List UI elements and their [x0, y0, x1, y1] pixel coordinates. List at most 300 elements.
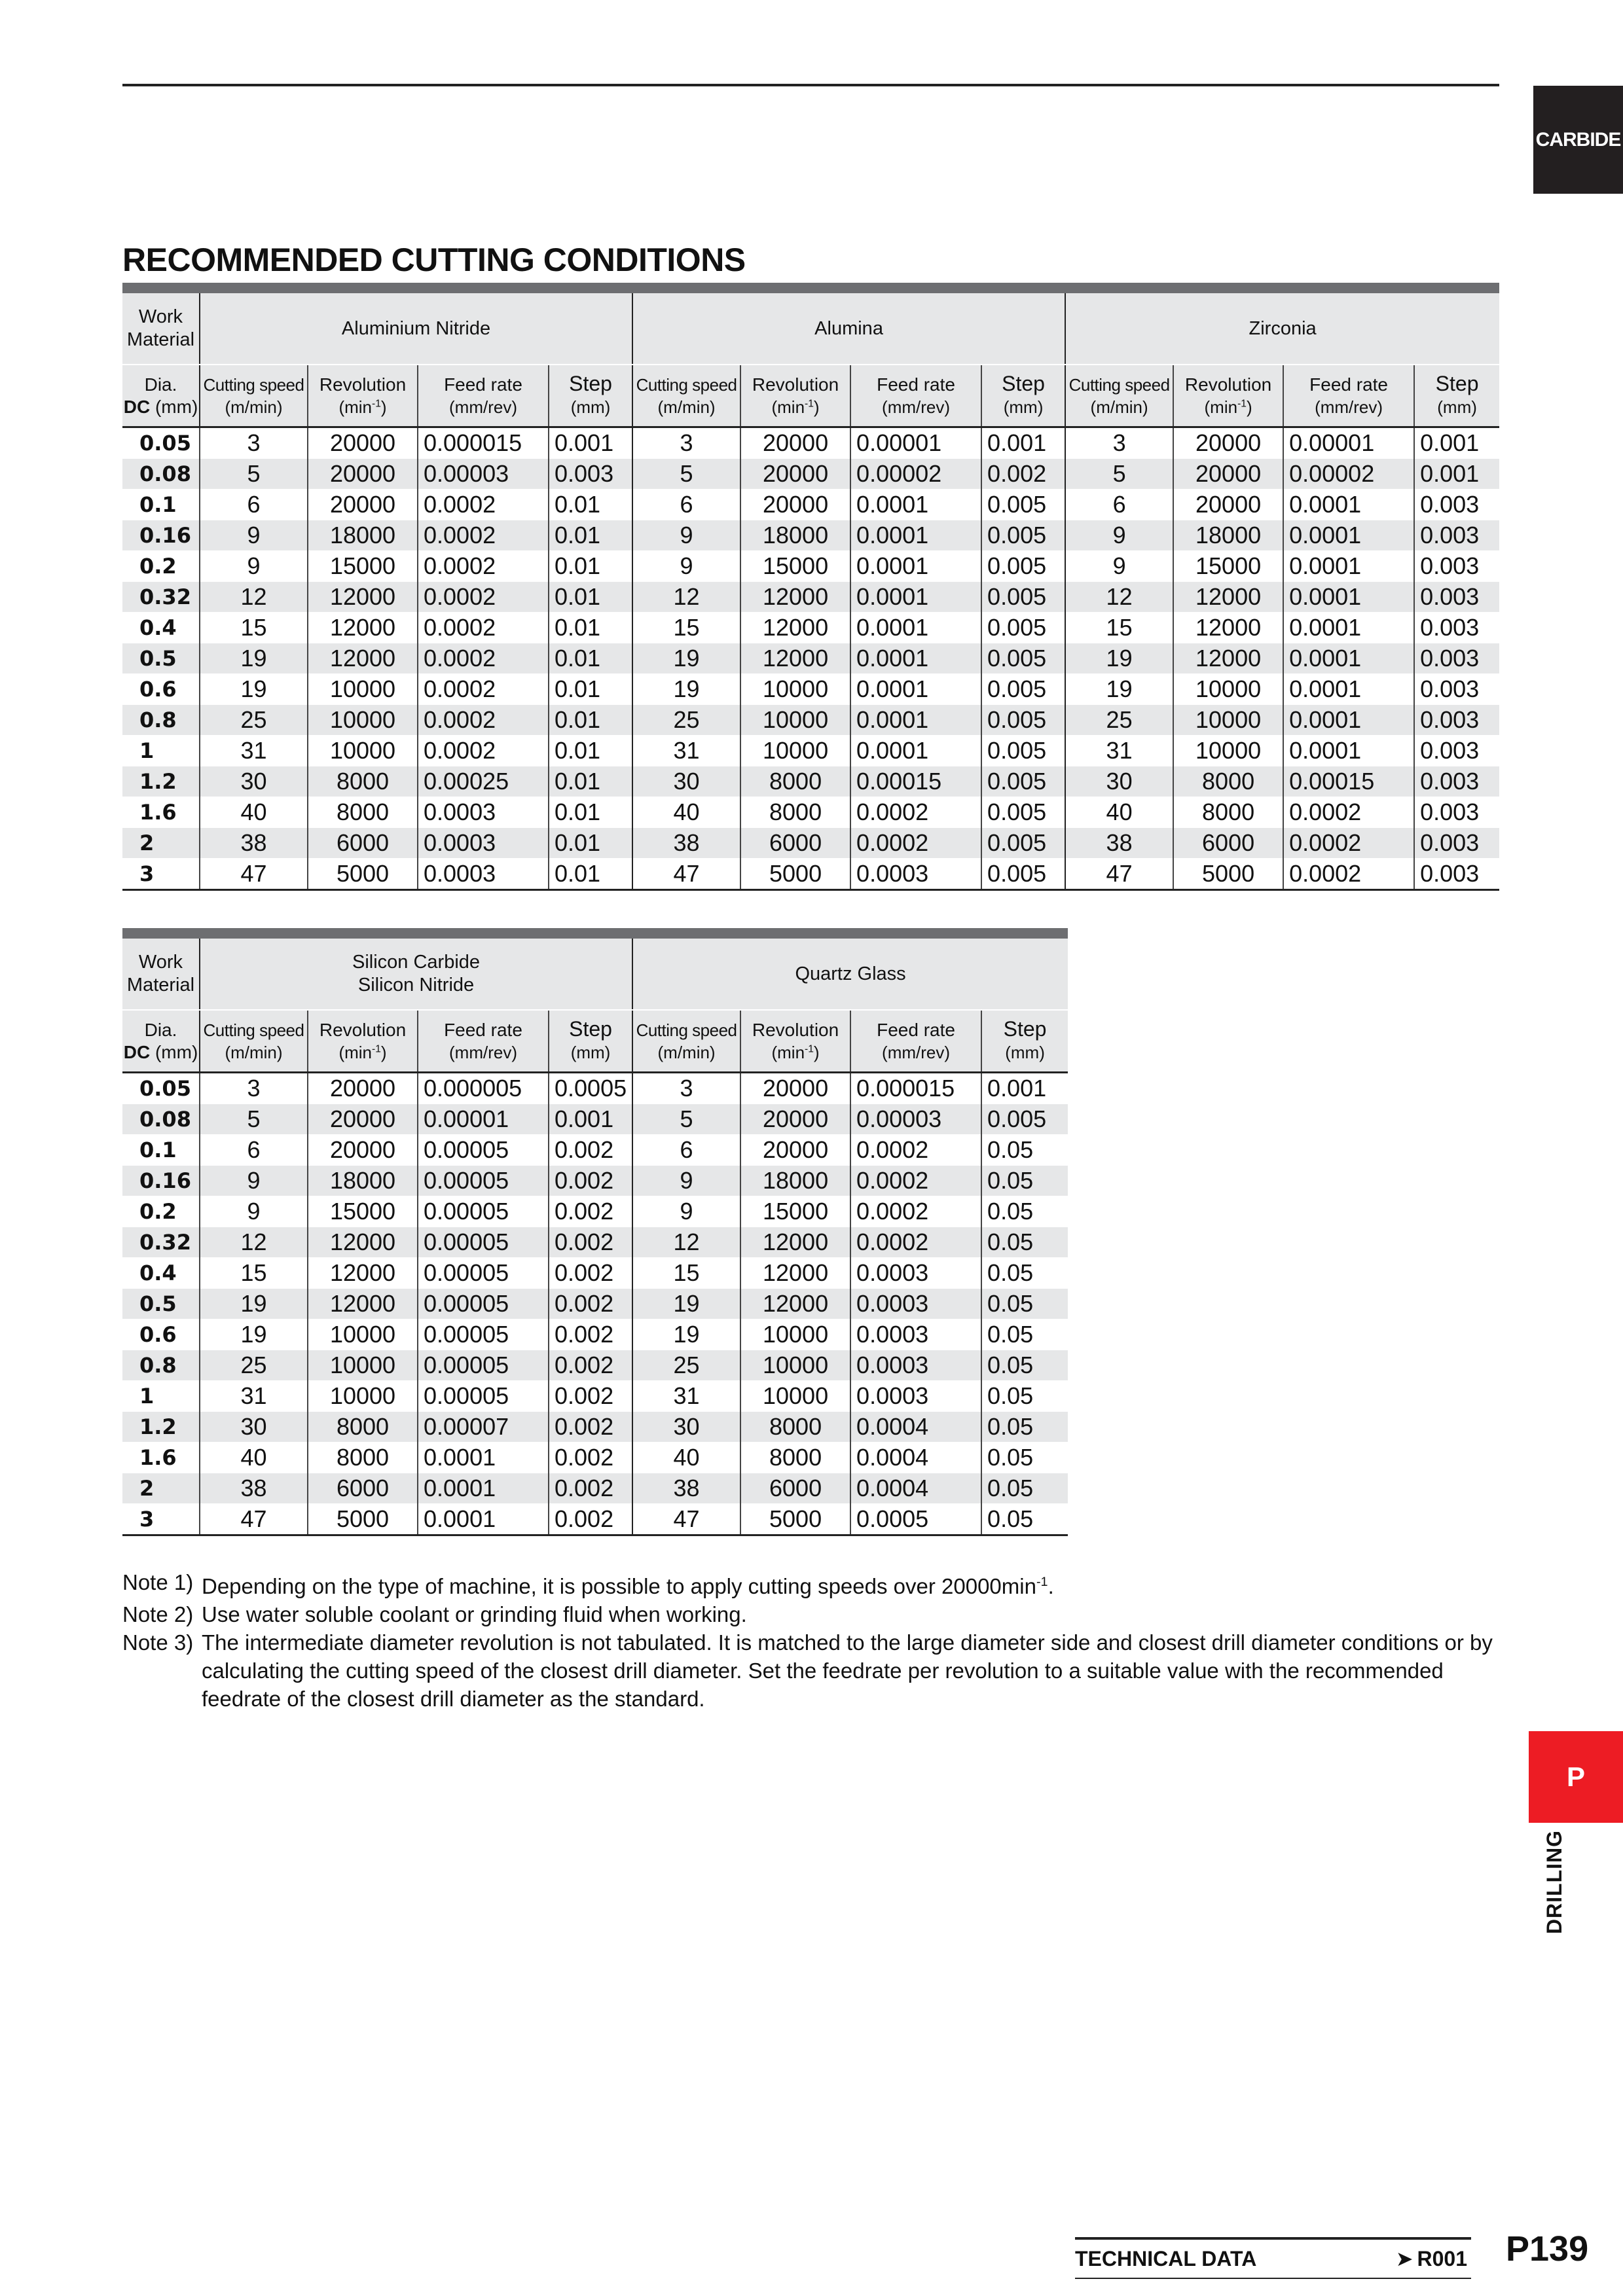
revolution-cell: 12000	[308, 1258, 418, 1289]
diameter-cell: 0.5	[122, 643, 200, 674]
page-number: P139	[1506, 2229, 1589, 2269]
feed-rate-cell: 0.00005	[418, 1227, 549, 1258]
cutting-speed-cell: 5	[1065, 459, 1173, 490]
table-row	[122, 1227, 1068, 1258]
cutting-speed-cell: 30	[632, 1412, 740, 1443]
table-row	[122, 1196, 1068, 1227]
cutting-speed-cell: 40	[200, 1443, 308, 1473]
step-cell: 0.003	[1414, 859, 1499, 890]
side-tab-drilling: DRILLING	[1542, 1829, 1567, 1934]
diameter-cell: 0.2	[122, 551, 200, 582]
step-cell: 0.05	[981, 1227, 1068, 1258]
table-row	[122, 1412, 1068, 1443]
cutting-speed-cell: 38	[632, 828, 740, 859]
cutting-table-2	[122, 939, 1068, 1536]
revolution-cell: 18000	[740, 520, 850, 551]
feed-rate-cell: 0.0003	[418, 797, 549, 828]
step-cell: 0.05	[981, 1504, 1068, 1535]
revolution-cell: 10000	[740, 705, 850, 736]
diameter-cell: 1.2	[122, 766, 200, 797]
feed-rate-header: Feed rate (mm/rev)	[1283, 365, 1414, 427]
side-tab-p: P	[1529, 1731, 1623, 1823]
page-title: RECOMMENDED CUTTING CONDITIONS	[122, 242, 746, 278]
feed-rate-cell: 0.0003	[850, 859, 981, 890]
revolution-cell: 20000	[1173, 459, 1283, 490]
cutting-speed-cell: 5	[632, 459, 740, 490]
cutting-speed-cell: 19	[1065, 643, 1173, 674]
step-cell: 0.05	[981, 1319, 1068, 1350]
cutting-speed-cell: 9	[200, 1196, 308, 1227]
step-cell: 0.003	[549, 459, 632, 490]
cutting-speed-cell: 6	[632, 1135, 740, 1166]
feed-rate-cell: 0.0002	[418, 643, 549, 674]
feed-rate-cell: 0.0002	[418, 705, 549, 736]
table1-top-bar	[122, 283, 1499, 293]
feed-rate-cell: 0.0002	[850, 1135, 981, 1166]
group-header: Aluminium Nitride	[200, 293, 632, 365]
feed-rate-cell: 0.0002	[418, 613, 549, 643]
feed-rate-cell: 0.0003	[850, 1258, 981, 1289]
step-cell: 0.05	[981, 1258, 1068, 1289]
feed-rate-cell: 0.0001	[850, 643, 981, 674]
feed-rate-cell: 0.000015	[418, 427, 549, 459]
table-row	[122, 736, 1499, 766]
revolution-cell: 20000	[740, 459, 850, 490]
revolution-header: Revolution $(\min^{-1})$	[308, 365, 418, 427]
step-cell: 0.002	[549, 1196, 632, 1227]
cutting-speed-cell: 30	[632, 766, 740, 797]
table-row	[122, 1350, 1068, 1381]
feed-rate-cell: 0.0003	[850, 1350, 981, 1381]
cutting-speed-cell: 9	[1065, 520, 1173, 551]
feed-rate-cell: 0.0001	[418, 1443, 549, 1473]
diameter-cell: 0.6	[122, 674, 200, 705]
feed-rate-cell: 0.0001	[850, 551, 981, 582]
feed-rate-cell: 0.000015	[850, 1073, 981, 1104]
cutting-speed-cell: 31	[632, 736, 740, 766]
step-cell: 0.002	[549, 1135, 632, 1166]
diameter-cell: 0.1	[122, 1135, 200, 1166]
revolution-cell: 5000	[308, 1504, 418, 1535]
step-cell: 0.005	[981, 766, 1065, 797]
arrow-icon: ➤	[1395, 2247, 1413, 2270]
revolution-cell: 18000	[308, 520, 418, 551]
cutting-speed-cell: 9	[200, 551, 308, 582]
feed-rate-cell: 0.00005	[418, 1319, 549, 1350]
table-row	[122, 1504, 1068, 1535]
step-cell: 0.003	[1414, 613, 1499, 643]
step-cell: 0.003	[1414, 490, 1499, 520]
cutting-speed-cell: 40	[632, 1443, 740, 1473]
diameter-cell: 1	[122, 1381, 200, 1412]
diameter-cell: 1.2	[122, 1412, 200, 1443]
revolution-cell: 20000	[740, 490, 850, 520]
cutting-speed-cell: 9	[632, 551, 740, 582]
dia-header: Dia. DC (mm)	[122, 365, 200, 427]
feed-rate-header: Feed rate (mm/rev)	[418, 365, 549, 427]
revolution-cell: 8000	[740, 766, 850, 797]
diameter-cell: 0.08	[122, 459, 200, 490]
feed-rate-cell: 0.0001	[850, 705, 981, 736]
revolution-cell: 20000	[308, 490, 418, 520]
table-row	[122, 705, 1499, 736]
cutting-speed-cell: 31	[200, 736, 308, 766]
step-cell: 0.002	[549, 1289, 632, 1319]
step-cell: 0.001	[1414, 427, 1499, 459]
revolution-cell: 12000	[1173, 643, 1283, 674]
cutting-speed-cell: 3	[632, 1073, 740, 1104]
cutting-speed-cell: 19	[200, 1319, 308, 1350]
feed-rate-cell: 0.0004	[850, 1473, 981, 1504]
revolution-cell: 10000	[308, 736, 418, 766]
feed-rate-cell: 0.0002	[418, 551, 549, 582]
feed-rate-cell: 0.0002	[1283, 797, 1414, 828]
table-row	[122, 643, 1499, 674]
step-cell: 0.01	[549, 490, 632, 520]
feed-rate-cell: 0.0001	[850, 520, 981, 551]
feed-rate-cell: 0.0004	[850, 1443, 981, 1473]
step-cell: 0.01	[549, 736, 632, 766]
cutting-speed-cell: 19	[200, 674, 308, 705]
step-cell: 0.003	[1414, 828, 1499, 859]
step-cell: 0.001	[1414, 459, 1499, 490]
step-cell: 0.01	[549, 520, 632, 551]
table-row	[122, 459, 1499, 490]
cutting-speed-cell: 40	[632, 797, 740, 828]
notes	[122, 1568, 1504, 1713]
cutting-speed-cell: 19	[632, 674, 740, 705]
feed-rate-cell: 0.0001	[850, 613, 981, 643]
step-cell: 0.05	[981, 1412, 1068, 1443]
table-row	[122, 1443, 1068, 1473]
revolution-cell: 20000	[740, 1104, 850, 1135]
revolution-cell: 10000	[308, 674, 418, 705]
revolution-cell: 20000	[740, 1135, 850, 1166]
step-cell: 0.005	[981, 705, 1065, 736]
step-cell: 0.001	[549, 1104, 632, 1135]
cutting-speed-cell: 19	[632, 1319, 740, 1350]
revolution-cell: 8000	[308, 1443, 418, 1473]
diameter-cell: 0.08	[122, 1104, 200, 1135]
step-cell: 0.01	[549, 551, 632, 582]
revolution-cell: 10000	[1173, 674, 1283, 705]
revolution-cell: 20000	[308, 1104, 418, 1135]
revolution-cell: 6000	[308, 828, 418, 859]
cutting-speed-cell: 19	[200, 643, 308, 674]
feed-rate-cell: 0.0002	[850, 797, 981, 828]
cutting-speed-cell: 12	[1065, 582, 1173, 613]
feed-rate-cell: 0.0002	[850, 1166, 981, 1196]
table-row	[122, 766, 1499, 797]
revolution-cell: 5000	[308, 859, 418, 890]
cutting-table-1	[122, 293, 1499, 891]
cutting-speed-header: Cutting speed (m/min)	[200, 365, 308, 427]
revolution-cell: 10000	[1173, 736, 1283, 766]
step-cell: 0.01	[549, 582, 632, 613]
table-row	[122, 859, 1499, 890]
step-cell: 0.05	[981, 1381, 1068, 1412]
step-cell: 0.001	[981, 427, 1065, 459]
revolution-cell: 15000	[308, 1196, 418, 1227]
step-cell: 0.002	[549, 1443, 632, 1473]
step-cell: 0.005	[981, 520, 1065, 551]
cutting-speed-cell: 38	[200, 828, 308, 859]
step-cell: 0.005	[981, 1104, 1068, 1135]
revolution-cell: 10000	[740, 1350, 850, 1381]
diameter-cell: 1.6	[122, 797, 200, 828]
feed-rate-cell: 0.000005	[418, 1073, 549, 1104]
revolution-cell: 15000	[1173, 551, 1283, 582]
revolution-cell: 8000	[1173, 797, 1283, 828]
revolution-cell: 10000	[1173, 705, 1283, 736]
feed-rate-cell: 0.0002	[418, 674, 549, 705]
step-cell: 0.002	[549, 1504, 632, 1535]
step-cell: 0.002	[549, 1412, 632, 1443]
cutting-speed-cell: 25	[200, 705, 308, 736]
feed-rate-cell: 0.00007	[418, 1412, 549, 1443]
step-cell: 0.005	[981, 797, 1065, 828]
feed-rate-cell: 0.00025	[418, 766, 549, 797]
cutting-speed-cell: 19	[632, 643, 740, 674]
diameter-cell: 0.8	[122, 1350, 200, 1381]
feed-rate-cell: 0.00003	[850, 1104, 981, 1135]
step-cell: 0.003	[1414, 551, 1499, 582]
footer-ref-link[interactable]: ➤ R001	[1395, 2246, 1467, 2270]
step-header: Step (mm)	[549, 1010, 632, 1073]
feed-rate-cell: 0.00005	[418, 1135, 549, 1166]
step-cell: 0.0005	[549, 1073, 632, 1104]
step-cell: 0.002	[549, 1227, 632, 1258]
top-rule	[122, 84, 1499, 86]
feed-rate-cell: 0.0002	[418, 582, 549, 613]
cutting-speed-cell: 9	[632, 1166, 740, 1196]
step-cell: 0.01	[549, 643, 632, 674]
table-row	[122, 551, 1499, 582]
revolution-cell: 12000	[308, 1289, 418, 1319]
diameter-cell: 1.6	[122, 1443, 200, 1473]
revolution-cell: 18000	[308, 1166, 418, 1196]
cutting-speed-cell: 47	[1065, 859, 1173, 890]
cutting-speed-cell: 3	[200, 427, 308, 459]
revolution-cell: 15000	[740, 1196, 850, 1227]
cutting-speed-cell: 5	[200, 1104, 308, 1135]
cutting-speed-cell: 12	[200, 1227, 308, 1258]
table-row	[122, 797, 1499, 828]
step-cell: 0.002	[981, 459, 1065, 490]
revolution-cell: 8000	[1173, 766, 1283, 797]
feed-rate-cell: 0.0002	[418, 520, 549, 551]
cutting-speed-header: Cutting speed (m/min)	[632, 365, 740, 427]
diameter-cell: 0.32	[122, 582, 200, 613]
feed-rate-cell: 0.00002	[1283, 459, 1414, 490]
table-row	[122, 520, 1499, 551]
revolution-cell: 20000	[1173, 490, 1283, 520]
cutting-speed-cell: 47	[632, 1504, 740, 1535]
feed-rate-cell: 0.00005	[418, 1166, 549, 1196]
cutting-speed-cell: 31	[632, 1381, 740, 1412]
feed-rate-cell: 0.00005	[418, 1258, 549, 1289]
feed-rate-cell: 0.0001	[1283, 613, 1414, 643]
diameter-cell: 0.1	[122, 490, 200, 520]
table-row	[122, 828, 1499, 859]
revolution-cell: 10000	[308, 1350, 418, 1381]
revolution-header: Revolution $(\min^{-1})$	[308, 1010, 418, 1073]
feed-rate-cell: 0.0001	[1283, 520, 1414, 551]
cutting-speed-cell: 47	[632, 859, 740, 890]
revolution-cell: 12000	[740, 582, 850, 613]
table-row	[122, 1289, 1068, 1319]
cutting-speed-cell: 38	[200, 1473, 308, 1504]
cutting-speed-cell: 5	[200, 459, 308, 490]
feed-rate-cell: 0.0001	[1283, 674, 1414, 705]
revolution-cell: 5000	[740, 859, 850, 890]
step-cell: 0.003	[1414, 736, 1499, 766]
diameter-cell: 3	[122, 1504, 200, 1535]
cutting-speed-cell: 6	[200, 490, 308, 520]
step-cell: 0.01	[549, 766, 632, 797]
revolution-cell: 12000	[308, 613, 418, 643]
step-cell: 0.05	[981, 1196, 1068, 1227]
diameter-cell: 0.16	[122, 520, 200, 551]
diameter-cell: 0.6	[122, 1319, 200, 1350]
step-cell: 0.005	[981, 551, 1065, 582]
feed-rate-cell: 0.0001	[418, 1504, 549, 1535]
feed-rate-cell: 0.0001	[850, 736, 981, 766]
step-cell: 0.01	[549, 828, 632, 859]
cutting-speed-cell: 30	[200, 1412, 308, 1443]
revolution-cell: 6000	[308, 1473, 418, 1504]
step-header: Step (mm)	[549, 365, 632, 427]
step-cell: 0.003	[1414, 705, 1499, 736]
revolution-cell: 18000	[740, 1166, 850, 1196]
feed-rate-cell: 0.00001	[850, 427, 981, 459]
note-1: Note 1) Depending on the type of machine, it is possible to apply cutting speeds over $20000\min^{-1}$.	[122, 1570, 1054, 1598]
step-header: Step (mm)	[1414, 365, 1499, 427]
feed-rate-cell: 0.0003	[850, 1319, 981, 1350]
cutting-speed-cell: 19	[632, 1289, 740, 1319]
table-row	[122, 490, 1499, 520]
step-cell: 0.003	[1414, 582, 1499, 613]
feed-rate-cell: 0.0002	[850, 828, 981, 859]
revolution-header: Revolution $(\min^{-1})$	[740, 365, 850, 427]
dia-header: Dia. DC (mm)	[122, 1010, 200, 1073]
feed-rate-cell: 0.0004	[850, 1412, 981, 1443]
feed-rate-header: Feed rate (mm/rev)	[850, 1010, 981, 1073]
cutting-speed-cell: 9	[632, 520, 740, 551]
table-row	[122, 582, 1499, 613]
cutting-speed-cell: 9	[200, 1166, 308, 1196]
group-header: Quartz Glass	[632, 939, 1068, 1010]
cutting-speed-cell: 47	[200, 1504, 308, 1535]
feed-rate-cell: 0.00001	[418, 1104, 549, 1135]
step-cell: 0.001	[981, 1073, 1068, 1104]
diameter-cell: 3	[122, 859, 200, 890]
feed-rate-cell: 0.00005	[418, 1381, 549, 1412]
table-row	[122, 427, 1499, 459]
step-cell: 0.003	[1414, 643, 1499, 674]
revolution-cell: 20000	[740, 1073, 850, 1104]
step-header: Step (mm)	[981, 1010, 1068, 1073]
cutting-speed-cell: 12	[632, 1227, 740, 1258]
step-cell: 0.05	[981, 1135, 1068, 1166]
revolution-cell: 18000	[1173, 520, 1283, 551]
revolution-cell: 20000	[308, 1135, 418, 1166]
step-cell: 0.002	[549, 1381, 632, 1412]
revolution-header: Revolution $(\min^{-1})$	[740, 1010, 850, 1073]
feed-rate-cell: 0.0002	[418, 490, 549, 520]
table-row	[122, 674, 1499, 705]
table2-top-bar	[122, 928, 1068, 939]
cutting-speed-cell: 47	[200, 859, 308, 890]
revolution-cell: 12000	[740, 1289, 850, 1319]
step-cell: 0.005	[981, 582, 1065, 613]
cutting-speed-cell: 25	[1065, 705, 1173, 736]
diameter-cell: 0.05	[122, 1073, 200, 1104]
work-material-header: Work Material	[122, 293, 200, 365]
diameter-cell: 0.5	[122, 1289, 200, 1319]
cutting-speed-cell: 9	[200, 520, 308, 551]
feed-rate-cell: 0.0005	[850, 1504, 981, 1535]
step-cell: 0.005	[981, 736, 1065, 766]
feed-rate-cell: 0.0001	[1283, 736, 1414, 766]
step-cell: 0.005	[981, 490, 1065, 520]
diameter-cell: 0.16	[122, 1166, 200, 1196]
diameter-cell: 1	[122, 736, 200, 766]
table-row	[122, 1473, 1068, 1504]
step-cell: 0.05	[981, 1289, 1068, 1319]
feed-rate-cell: 0.0003	[850, 1381, 981, 1412]
revolution-cell: 20000	[1173, 427, 1283, 459]
feed-rate-cell: 0.0001	[1283, 705, 1414, 736]
step-cell: 0.002	[549, 1350, 632, 1381]
step-cell: 0.002	[549, 1473, 632, 1504]
cutting-speed-cell: 6	[632, 490, 740, 520]
step-cell: 0.005	[981, 643, 1065, 674]
feed-rate-cell: 0.0001	[1283, 582, 1414, 613]
step-cell: 0.05	[981, 1443, 1068, 1473]
feed-rate-cell: 0.0002	[1283, 828, 1414, 859]
cutting-speed-cell: 5	[632, 1104, 740, 1135]
group-header: Alumina	[632, 293, 1065, 365]
group-header: Silicon Carbide Silicon Nitride	[200, 939, 632, 1010]
step-cell: 0.002	[549, 1258, 632, 1289]
revolution-cell: 12000	[1173, 613, 1283, 643]
feed-rate-cell: 0.0002	[850, 1227, 981, 1258]
diameter-cell: 0.4	[122, 1258, 200, 1289]
cutting-speed-cell: 3	[1065, 427, 1173, 459]
feed-rate-cell: 0.0001	[850, 582, 981, 613]
note-2: Note 2) Use water soluble coolant or grinding fluid when working.	[122, 1602, 747, 1626]
cutting-speed-cell: 40	[200, 797, 308, 828]
cutting-speed-cell: 12	[200, 582, 308, 613]
cutting-speed-cell: 6	[200, 1135, 308, 1166]
table-row	[122, 1258, 1068, 1289]
feed-rate-cell: 0.00002	[850, 459, 981, 490]
step-cell: 0.002	[549, 1166, 632, 1196]
feed-rate-cell: 0.0003	[418, 859, 549, 890]
step-header: Step (mm)	[981, 365, 1065, 427]
cutting-speed-cell: 25	[632, 705, 740, 736]
revolution-cell: 12000	[740, 643, 850, 674]
step-cell: 0.003	[1414, 797, 1499, 828]
revolution-cell: 10000	[308, 705, 418, 736]
revolution-cell: 12000	[308, 1227, 418, 1258]
step-cell: 0.01	[549, 859, 632, 890]
diameter-cell: 0.32	[122, 1227, 200, 1258]
feed-rate-cell: 0.0002	[850, 1196, 981, 1227]
step-cell: 0.003	[1414, 520, 1499, 551]
cutting-speed-header: Cutting speed (m/min)	[200, 1010, 308, 1073]
